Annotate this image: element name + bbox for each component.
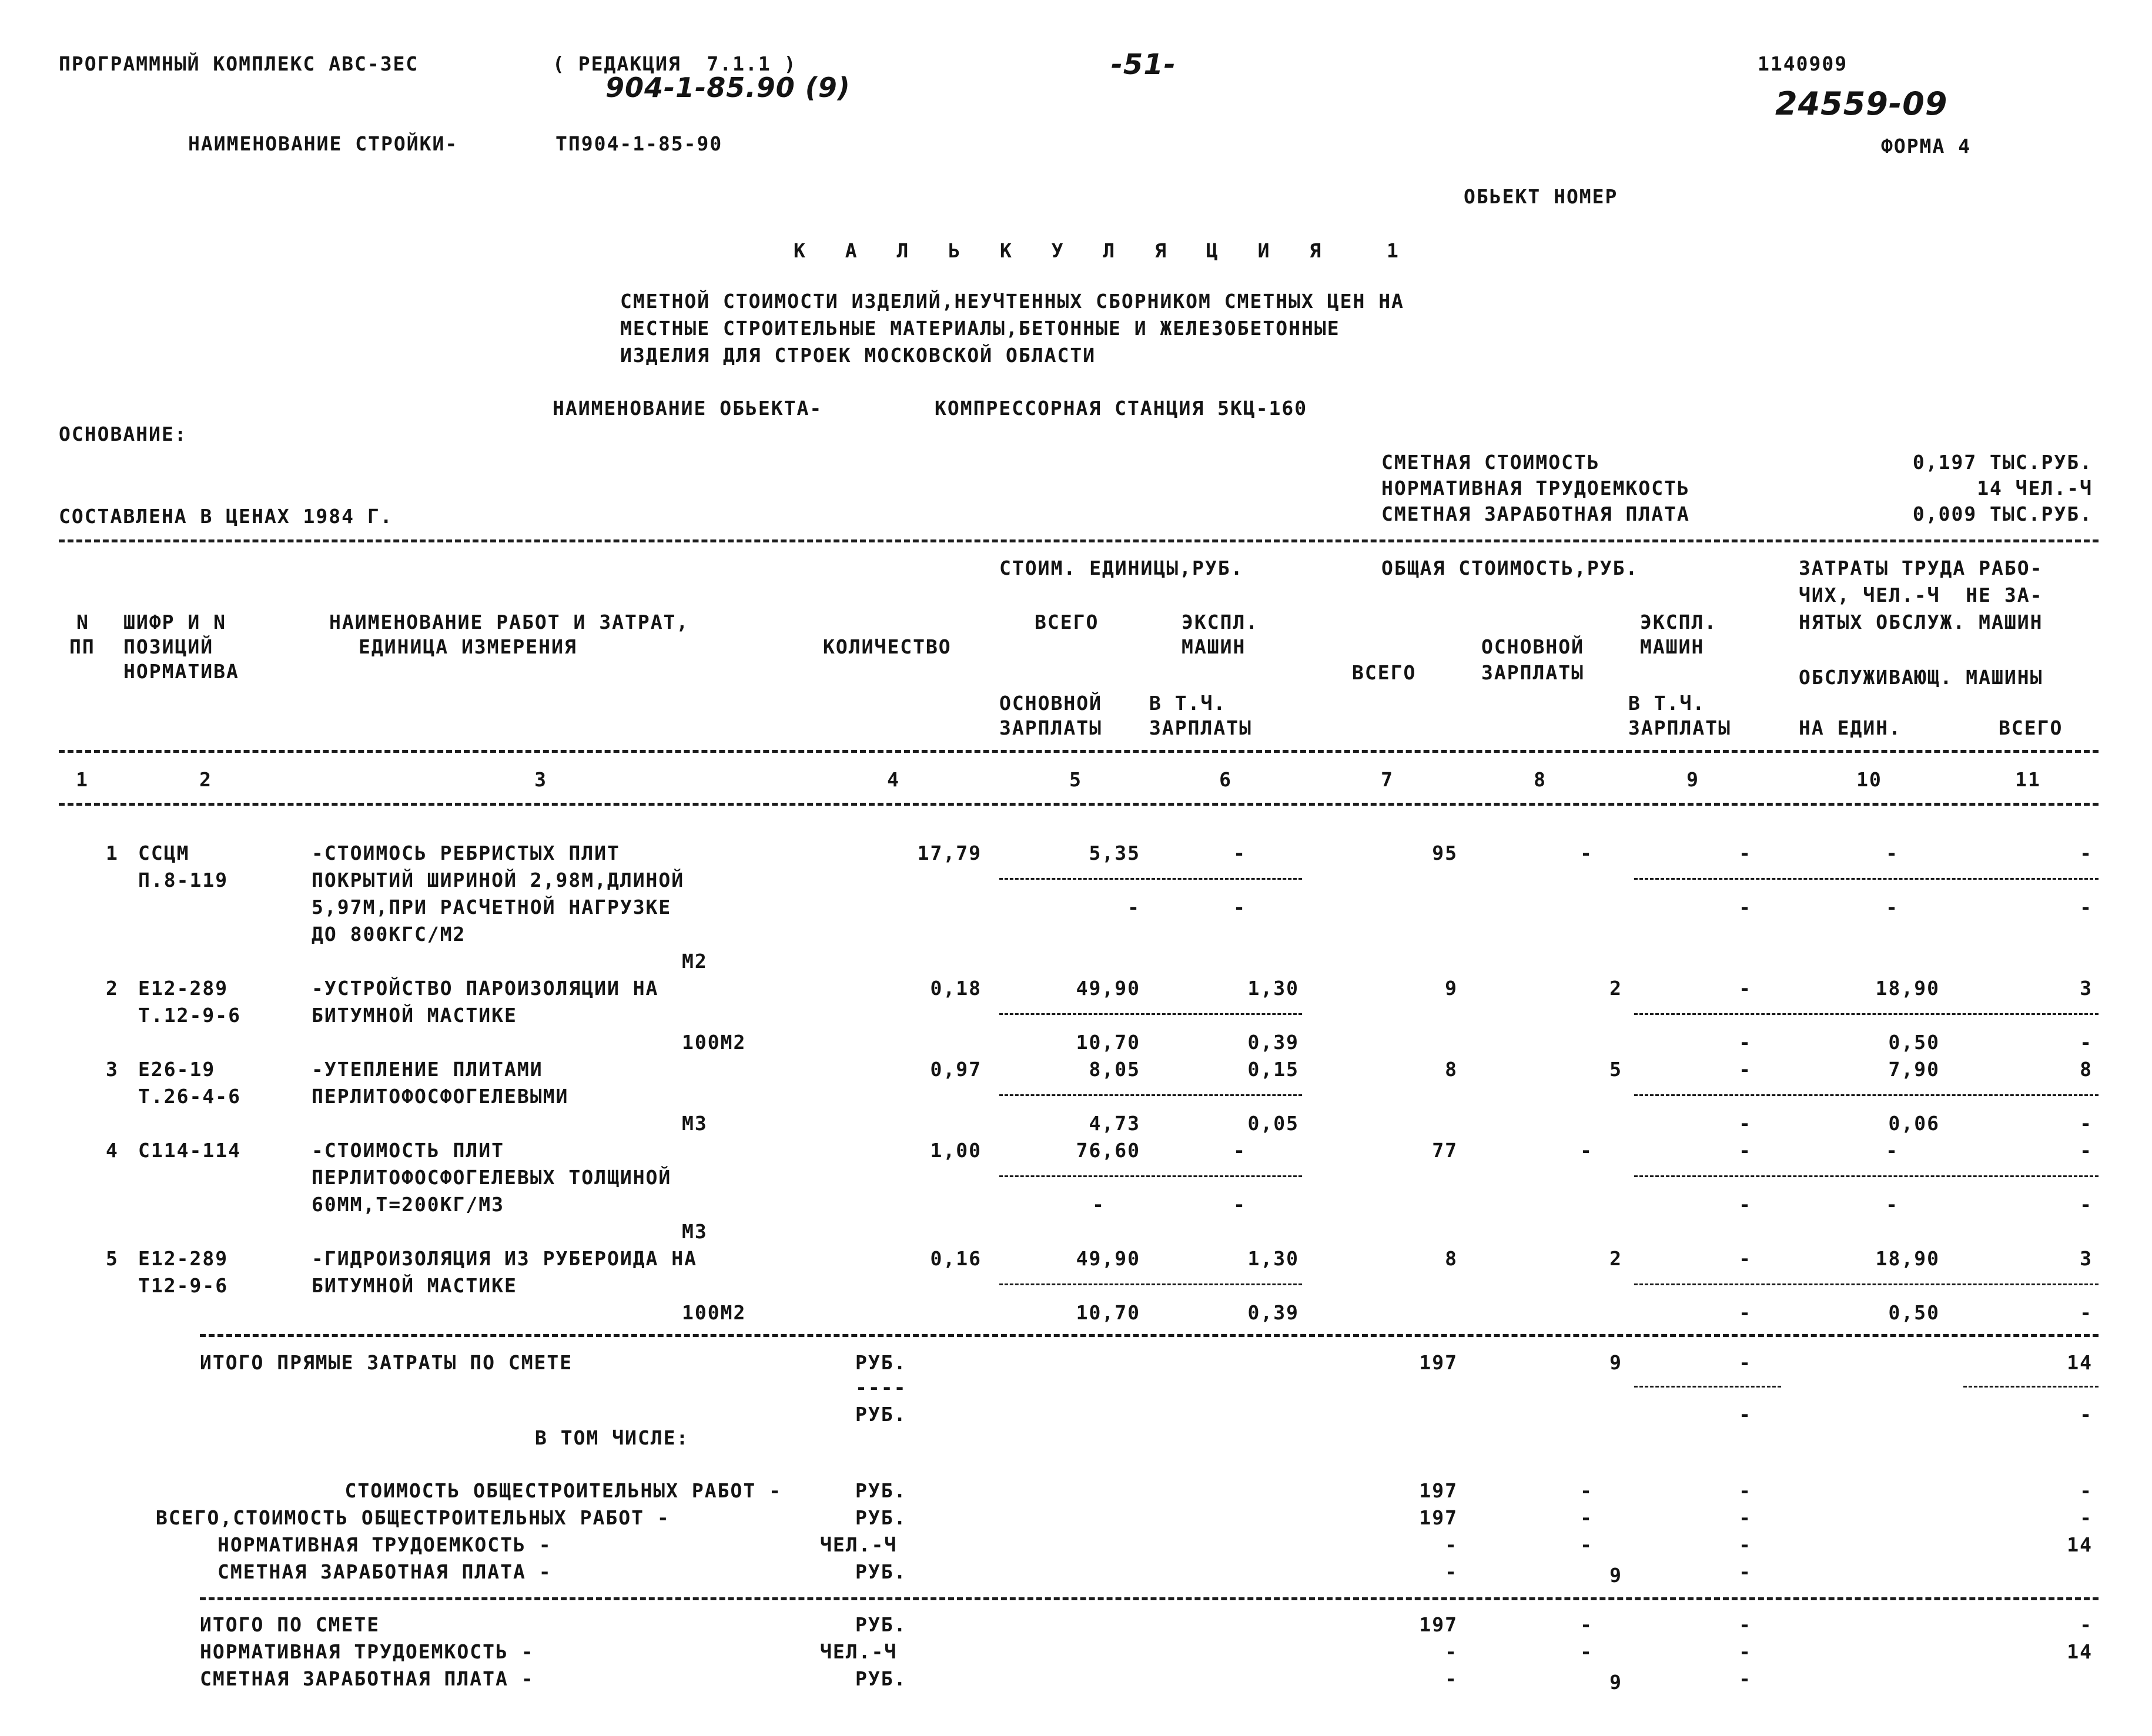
row-2-total-wage: 2 [1609, 977, 1622, 1000]
col-code-label-1: ШИФР И N [123, 611, 226, 634]
row-2-qty: 0,18 [930, 977, 982, 1000]
breakdown-labor-unit: ЧЕЛ.-Ч [820, 1533, 898, 1556]
totals-estimate-label: ИТОГО ПО СМЕТЕ [200, 1613, 380, 1636]
row-1-total-wage: - [1580, 842, 1593, 864]
row-3-total-mach: - [1739, 1058, 1752, 1081]
col-name-label-2: ЕДИНИЦА ИЗМЕРЕНИЯ [359, 635, 577, 658]
row-4-total-wage: - [1580, 1139, 1593, 1162]
row-2-unit-mach: 1,30 [1247, 977, 1299, 1000]
rows-end-rule [200, 1334, 2099, 1337]
breakdown-all-labor: - [2080, 1506, 2093, 1529]
row-3-unit-mach-wage: 0,05 [1247, 1112, 1299, 1135]
row-4-name-2: ПЕРЛИТОФОСФОГЕЛЕВЫХ ТОЛЩИНОЙ [312, 1166, 672, 1189]
totals-rule [200, 1597, 2099, 1600]
row-4-labor-unit: - [1886, 1139, 1899, 1162]
row-2-code-2: Т.12-9-6 [138, 1004, 241, 1027]
col-name-label-1: НАИМЕНОВАНИЕ РАБОТ И ЗАТРАТ, [329, 611, 690, 634]
labor-total-label: ВСЕГО [1999, 716, 2063, 739]
row-1-unit-mach: - [1233, 842, 1246, 864]
row-5-right-divider [1634, 1283, 2099, 1285]
row-5-total-mach-wage: - [1739, 1301, 1752, 1324]
row-2-labor-total-b: - [2080, 1031, 2093, 1054]
labor-unit-label: НА ЕДИН. [1799, 716, 1902, 739]
unit-mach-wage-label-1: В Т.Ч. [1149, 692, 1227, 715]
row-2-labor-total: 3 [2080, 977, 2093, 1000]
summary-cost-value: 0,197 ТЫС.РУБ. [1912, 451, 2093, 474]
row-5-unit-total: 49,90 [1076, 1247, 1140, 1270]
row-5-labor-unit-b: 0,50 [1888, 1301, 1940, 1324]
row-5-labor-total: 3 [2080, 1247, 2093, 1270]
unit-mach-wage-label-2: ЗАРПЛАТЫ [1149, 716, 1252, 739]
row-4-unit-mach-wage: - [1233, 1193, 1246, 1216]
including-label: В ТОМ ЧИСЛЕ: [535, 1426, 690, 1449]
breakdown-general-labor: - [2080, 1479, 2093, 1502]
breakdown-labor-total: - [1445, 1533, 1458, 1556]
row-5-unit-wage: 10,70 [1076, 1301, 1140, 1324]
breakdown-labor-wage: - [1580, 1533, 1593, 1556]
row-1-labor-unit-b: - [1886, 896, 1899, 919]
breakdown-wage-mach: - [1739, 1560, 1752, 1583]
totals-wage-unit: РУБ. [855, 1667, 907, 1690]
totals-estimate-wage: - [1580, 1613, 1593, 1636]
breakdown-general-mach: - [1739, 1479, 1752, 1502]
row-2-unit-total: 49,90 [1076, 977, 1140, 1000]
total-all-label: ВСЕГО [1352, 661, 1417, 684]
breakdown-all-total: 197 [1419, 1506, 1458, 1529]
totals-labor-label: НОРМАТИВНАЯ ТРУДОЕМКОСТЬ - [200, 1640, 534, 1663]
row-5-unit-divider [999, 1283, 1302, 1285]
row-2-unit-wage: 10,70 [1076, 1031, 1140, 1054]
row-5-qty: 0,16 [930, 1247, 982, 1270]
col-code-label-3: НОРМАТИВА [123, 660, 239, 683]
totals-labor-total: - [1445, 1640, 1458, 1663]
direct-costs-unit-dash: ---- [855, 1376, 907, 1399]
row-3-name-1: -УТЕПЛЕНИЕ ПЛИТАМИ [312, 1058, 543, 1081]
form-number: ФОРМА 4 [1881, 135, 1972, 157]
breakdown-labor-labor: 14 [2067, 1533, 2093, 1556]
breakdown-general-wage: - [1580, 1479, 1593, 1502]
direct-costs-unit-2: РУБ. [855, 1403, 907, 1426]
colnum-8: 8 [1534, 768, 1547, 791]
row-3-total-wage: 5 [1609, 1058, 1622, 1081]
row-1-number: 1 [106, 842, 119, 864]
totals-estimate-total: 197 [1419, 1613, 1458, 1636]
col-pp-label: ПП [69, 635, 95, 658]
row-3-labor-total-b: - [2080, 1112, 2093, 1135]
row-3-code-2: Т.26-4-6 [138, 1085, 241, 1108]
colnum-1: 1 [76, 768, 89, 791]
table-top-rule [59, 539, 2099, 542]
totals-labor-unit: ЧЕЛ.-Ч [820, 1640, 898, 1663]
labor-label-3: НЯТЫХ ОБСЛУЖ. МАШИН [1799, 611, 2043, 634]
row-3-code: Е26-19 [138, 1058, 216, 1081]
row-3-right-divider [1634, 1094, 2099, 1096]
row-5-total-mach: - [1739, 1247, 1752, 1270]
breakdown-wage-label: СМЕТНАЯ ЗАРАБОТНАЯ ПЛАТА - [217, 1560, 552, 1583]
row-1-unit-divider [999, 878, 1302, 880]
handwritten-project-number: 904-1-85.90 (9) [605, 72, 851, 103]
labor-label-2: ЧИХ, ЧЕЛ.-Ч НЕ ЗА- [1799, 584, 2043, 606]
row-4-unit-divider [999, 1175, 1302, 1177]
direct-costs-total: 197 [1419, 1351, 1458, 1374]
row-1-unit-wage: - [1127, 896, 1140, 919]
colnum-10: 10 [1856, 768, 1882, 791]
row-1-name-2: ПОКРЫТИЙ ШИРИНОЙ 2,98М,ДЛИНОЙ [312, 869, 685, 892]
row-3-unit: М3 [682, 1112, 708, 1135]
row-2-number: 2 [106, 977, 119, 1000]
row-4-number: 4 [106, 1139, 119, 1162]
breakdown-all-label: ВСЕГО,СТОИМОСТЬ ОБЩЕСТРОИТЕЛЬНЫХ РАБОТ - [156, 1506, 670, 1529]
breakdown-wage-total: - [1445, 1560, 1458, 1583]
breakdown-labor-mach: - [1739, 1533, 1752, 1556]
direct-costs-wage: 9 [1609, 1351, 1622, 1374]
row-4-right-divider [1634, 1175, 2099, 1177]
row-1-labor-total: - [2080, 842, 2093, 864]
direct-costs-divider-2 [1963, 1386, 2099, 1388]
colnum-2: 2 [199, 768, 212, 791]
row-5-code: Е12-289 [138, 1247, 229, 1270]
row-2-right-divider [1634, 1013, 2099, 1015]
row-1-unit-total: 5,35 [1089, 842, 1140, 864]
row-5-total: 8 [1445, 1247, 1458, 1270]
row-3-unit-divider [999, 1094, 1302, 1096]
row-4-name-3: 60ММ,Т=200КГ/М3 [312, 1193, 505, 1216]
row-3-qty: 0,97 [930, 1058, 982, 1081]
unit-cost-label: СТОИМ. ЕДИНИЦЫ,РУБ. [999, 557, 1244, 579]
row-5-code-2: Т12-9-6 [138, 1274, 229, 1297]
labor-label-1: ЗАТРАТЫ ТРУДА РАБО- [1799, 557, 2043, 579]
direct-costs-label: ИТОГО ПРЯМЫЕ ЗАТРАТЫ ПО СМЕТЕ [200, 1351, 573, 1374]
construction-value: ТП904-1-85-90 [555, 132, 723, 155]
program-name: ПРОГРАММНЫЙ КОМПЛЕКС АВС-ЗЕС [59, 52, 419, 75]
row-1-labor-unit: - [1886, 842, 1899, 864]
row-2-unit: 100М2 [682, 1031, 747, 1054]
row-2-name-2: БИТУМНОЙ МАСТИКЕ [312, 1004, 517, 1027]
row-2-total-mach: - [1739, 977, 1752, 1000]
row-3-labor-unit-b: 0,06 [1888, 1112, 1940, 1135]
page-number: -51- [1111, 48, 1176, 81]
row-3-name-2: ПЕРЛИТОФОСФОГЕЛЕВЫМИ [312, 1085, 569, 1108]
object-value: КОМПРЕССОРНАЯ СТАНЦИЯ 5КЦ-160 [935, 397, 1308, 420]
row-1-unit: М2 [682, 950, 708, 973]
row-4-qty: 1,00 [930, 1139, 982, 1162]
totals-wage-total: - [1445, 1667, 1458, 1690]
row-1-name-1: -СТОИМОСЬ РЕБРИСТЫХ ПЛИТ [312, 842, 620, 864]
row-1-total-mach-wage: - [1739, 896, 1752, 919]
direct-costs-labor: 14 [2067, 1351, 2093, 1374]
row-2-labor-unit: 18,90 [1875, 977, 1940, 1000]
breakdown-all-wage: - [1580, 1506, 1593, 1529]
breakdown-all-unit: РУБ. [855, 1506, 907, 1529]
totals-wage-label: СМЕТНАЯ ЗАРАБОТНАЯ ПЛАТА - [200, 1667, 534, 1690]
row-1-qty: 17,79 [917, 842, 982, 864]
row-2-total: 9 [1445, 977, 1458, 1000]
row-4-unit-mach: - [1233, 1139, 1246, 1162]
row-5-name-1: -ГИДРОИЗОЛЯЦИЯ ИЗ РУБЕРОИДА НА [312, 1247, 698, 1270]
total-mach-wage-label-1: В Т.Ч. [1628, 692, 1706, 715]
direct-costs-labor-b: - [2080, 1403, 2093, 1426]
row-3-total: 8 [1445, 1058, 1458, 1081]
colnum-3: 3 [534, 768, 547, 791]
object-number: ОБЬЕКТ НОМЕР [1464, 185, 1618, 208]
row-4-unit: М3 [682, 1220, 708, 1243]
breakdown-all-mach: - [1739, 1506, 1752, 1529]
row-3-unit-wage: 4,73 [1089, 1112, 1140, 1135]
row-4-code: С114-114 [138, 1139, 241, 1162]
row-1-total-mach: - [1739, 842, 1752, 864]
unit-wage-label-2: ЗАРПЛАТЫ [999, 716, 1102, 739]
document-heading: К А Л Ь К У Л Я Ц И Я 1 [794, 239, 1413, 262]
row-4-unit-total: 76,60 [1076, 1139, 1140, 1162]
title-line-1: СМЕТНОЙ СТОИМОСТИ ИЗДЕЛИЙ,НЕУЧТЕННЫХ СБОРНИКОМ СМЕТНЫХ ЦЕН НА [620, 290, 1404, 313]
total-mach-wage-label-2: ЗАРПЛАТЫ [1628, 716, 1731, 739]
colnum-4: 4 [887, 768, 900, 791]
direct-costs-divider-1 [1634, 1386, 1781, 1388]
row-4-labor-total-b: - [2080, 1193, 2093, 1216]
row-5-total-wage: 2 [1609, 1247, 1622, 1270]
unit-mach-label-1: ЭКСПЛ. [1182, 611, 1259, 634]
row-4-labor-unit-b: - [1886, 1193, 1899, 1216]
row-1-code-2: П.8-119 [138, 869, 229, 892]
summary-wage-value: 0,009 ТЫС.РУБ. [1912, 502, 2093, 525]
total-cost-label: ОБЩАЯ СТОИМОСТЬ,РУБ. [1381, 557, 1639, 579]
row-4-total: 77 [1432, 1139, 1458, 1162]
handwritten-code: 24559-09 [1775, 85, 1948, 122]
totals-estimate-unit: РУБ. [855, 1613, 907, 1636]
row-3-total-mach-wage: - [1739, 1112, 1752, 1135]
summary-labor-label: НОРМАТИВНАЯ ТРУДОЕМКОСТЬ [1381, 477, 1690, 500]
total-wage-label-2: ЗАРПЛАТЫ [1481, 661, 1584, 684]
col-code-label-2: ПОЗИЦИЙ [123, 635, 214, 658]
price-year: СОСТАВЛЕНА В ЦЕНАХ 1984 Г. [59, 505, 393, 528]
row-1-unit-mach-wage: - [1233, 896, 1246, 919]
edition: ( РЕДАКЦИЯ 7.1.1 ) [553, 52, 797, 75]
row-2-unit-divider [999, 1013, 1302, 1015]
summary-cost-label: СМЕТНАЯ СТОИМОСТЬ [1381, 451, 1600, 474]
row-5-labor-total-b: - [2080, 1301, 2093, 1324]
summary-labor-value: 14 ЧЕЛ.-Ч [1977, 477, 2093, 500]
total-mach-label-1: ЭКСПЛ. [1640, 611, 1718, 634]
colnum-11: 11 [2015, 768, 2041, 791]
unit-total-label: ВСЕГО [1035, 611, 1099, 634]
unit-wage-label-1: ОСНОВНОЙ [999, 692, 1102, 715]
totals-wage-mach: - [1739, 1667, 1752, 1690]
totals-labor-wage: - [1580, 1640, 1593, 1663]
total-mach-label-2: МАШИН [1640, 635, 1705, 658]
breakdown-general-unit: РУБ. [855, 1479, 907, 1502]
document-code: 1140909 [1758, 52, 1848, 75]
row-3-unit-mach: 0,15 [1247, 1058, 1299, 1081]
row-3-labor-total: 8 [2080, 1058, 2093, 1081]
row-5-labor-unit: 18,90 [1875, 1247, 1940, 1270]
breakdown-wage-unit: РУБ. [855, 1560, 907, 1583]
header-rule [59, 750, 2099, 753]
row-1-total: 95 [1432, 842, 1458, 864]
row-2-labor-unit-b: 0,50 [1888, 1031, 1940, 1054]
row-3-number: 3 [106, 1058, 119, 1081]
row-5-unit-mach-wage: 0,39 [1247, 1301, 1299, 1324]
totals-estimate-labor: - [2080, 1613, 2093, 1636]
object-label: НАИМЕНОВАНИЕ ОБЬЕКТА- [553, 397, 823, 420]
row-1-name-4: ДО 800КГС/М2 [312, 923, 466, 946]
total-wage-label-1: ОСНОВНОЙ [1481, 635, 1584, 658]
row-5-unit: 100М2 [682, 1301, 747, 1324]
summary-wage-label: СМЕТНАЯ ЗАРАБОТНАЯ ПЛАТА [1381, 502, 1690, 525]
row-1-code: ССЦМ [138, 842, 190, 864]
row-1-name-3: 5,97М,ПРИ РАСЧЕТНОЙ НАГРУЗКЕ [312, 896, 672, 919]
row-2-name-1: -УСТРОЙСТВО ПАРОИЗОЛЯЦИИ НА [312, 977, 659, 1000]
breakdown-general-label: СТОИМОСТЬ ОБЩЕСТРОИТЕЛЬНЫХ РАБОТ - [344, 1479, 782, 1502]
title-line-3: ИЗДЕЛИЯ ДЛЯ СТРОЕК МОСКОВСКОЙ ОБЛАСТИ [620, 344, 1096, 367]
row-4-unit-wage: - [1092, 1193, 1105, 1216]
direct-costs-mach: - [1739, 1351, 1752, 1374]
direct-costs-mach-b: - [1739, 1403, 1752, 1426]
col-n-label: N [76, 611, 89, 634]
row-5-number: 5 [106, 1247, 119, 1270]
colnum-6: 6 [1219, 768, 1232, 791]
basis-label: ОСНОВАНИЕ: [59, 423, 188, 445]
labor-sub-label: ОБСЛУЖИВАЮЩ. МАШИНЫ [1799, 666, 2043, 689]
breakdown-wage-wage: 9 [1609, 1564, 1622, 1587]
row-4-total-mach: - [1739, 1139, 1752, 1162]
direct-costs-unit: РУБ. [855, 1351, 907, 1374]
row-5-name-2: БИТУМНОЙ МАСТИКЕ [312, 1274, 517, 1297]
colnum-9: 9 [1686, 768, 1699, 791]
breakdown-labor-label: НОРМАТИВНАЯ ТРУДОЕМКОСТЬ - [217, 1533, 552, 1556]
totals-wage-wage: 9 [1609, 1671, 1622, 1694]
title-line-2: МЕСТНЫЕ СТРОИТЕЛЬНЫЕ МАТЕРИАЛЫ,БЕТОННЫЕ И ЖЕЛЕЗОБЕТОННЫЕ [620, 317, 1340, 340]
breakdown-general-total: 197 [1419, 1479, 1458, 1502]
row-3-unit-total: 8,05 [1089, 1058, 1140, 1081]
unit-mach-label-2: МАШИН [1182, 635, 1246, 658]
row-4-name-1: -СТОИМОСТЬ ПЛИТ [312, 1139, 505, 1162]
row-2-code: Е12-289 [138, 977, 229, 1000]
row-1-right-divider [1634, 878, 2099, 880]
construction-label: НАИМЕНОВАНИЕ СТРОЙКИ- [188, 132, 458, 155]
totals-estimate-mach: - [1739, 1613, 1752, 1636]
totals-labor-mach: - [1739, 1640, 1752, 1663]
row-1-labor-total-b: - [2080, 896, 2093, 919]
colnum-7: 7 [1381, 768, 1394, 791]
row-2-total-mach-wage: - [1739, 1031, 1752, 1054]
row-2-unit-mach-wage: 0,39 [1247, 1031, 1299, 1054]
row-5-unit-mach: 1,30 [1247, 1247, 1299, 1270]
colnum-5: 5 [1069, 768, 1082, 791]
column-number-rule [59, 803, 2099, 806]
col-qty-label: КОЛИЧЕСТВО [823, 635, 952, 658]
row-4-labor-total: - [2080, 1139, 2093, 1162]
row-4-total-mach-wage: - [1739, 1193, 1752, 1216]
row-3-labor-unit: 7,90 [1888, 1058, 1940, 1081]
totals-labor-labor: 14 [2067, 1640, 2093, 1663]
